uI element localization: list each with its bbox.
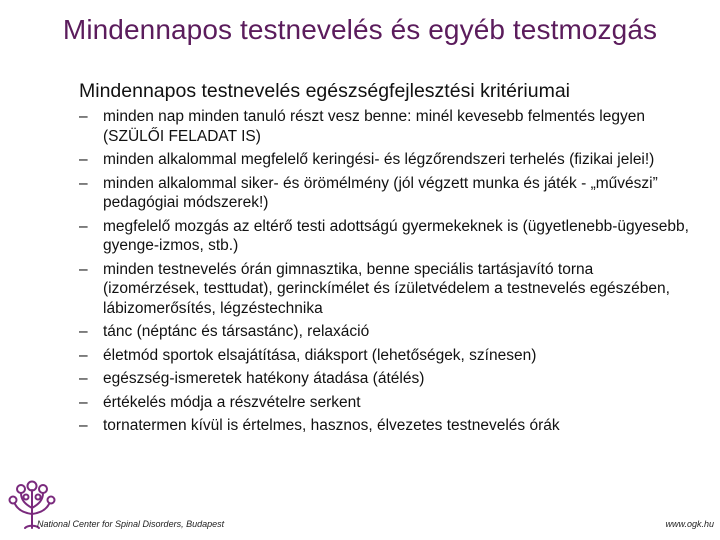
bullet-dash: – <box>79 346 88 364</box>
bullet-item <box>79 416 689 436</box>
bullet-item <box>79 107 689 146</box>
slide-title: Mindennapos testnevelés és egyéb testmozgás <box>62 14 658 45</box>
bullet-text: minden alkalommal siker- és örömélmény (jól végzett munka és játék - „művészi” pedagógiai módszerek!) <box>103 174 658 211</box>
bullet-dash: – <box>79 151 88 168</box>
bullet-item <box>79 260 689 319</box>
bullet-dash: – <box>79 174 88 192</box>
bullet-text: egészség-ismeretek hatékony átadása (átélés) <box>103 370 425 387</box>
slide-subtitle: Mindennapos testnevelés egészségfejlesztési kritériumai <box>79 80 571 102</box>
bullet-text: tornatermen kívül is értelmes, hasznos, élvezetes testnevelés órák <box>103 417 560 434</box>
bullet-item <box>79 217 689 256</box>
bullet-dash: – <box>79 393 88 411</box>
bullet-item <box>79 322 689 342</box>
bullet-text: minden nap minden tanuló részt vesz benne: minél kevesebb felmentés legyen (SZÜLŐI FELADAT IS) <box>103 108 645 145</box>
bullet-item <box>79 174 689 213</box>
bullet-item <box>79 369 689 389</box>
bullet-list <box>79 107 689 440</box>
bullet-dash: – <box>79 370 88 387</box>
bullet-item <box>79 150 689 170</box>
bullet-item <box>79 393 689 413</box>
bullet-text: életmód sportok elsajátítása, diáksport (lehetőségek, színesen) <box>103 346 537 364</box>
bullet-dash: – <box>79 417 88 434</box>
bullet-text: megfelelő mozgás az eltérő testi adottságú gyermekeknek is (ügyetlenebb-ügyesebb, gyenge-izmos, stb.) <box>103 217 689 254</box>
bullet-dash: – <box>79 323 88 340</box>
bullet-dash: – <box>79 108 88 125</box>
bullet-dash: – <box>79 217 88 235</box>
bullet-item <box>79 346 689 366</box>
bullet-text: minden testnevelés órán gimnasztika, benne speciális tartásjavító torna (izomérzések, testtudat), gerinckímélet és ízületvédelem a testnevelés egészében, lábizomerősítés, légzéstechnika <box>103 260 670 317</box>
bullet-text: minden alkalommal megfelelő keringési- és légzőrendszeri terhelés (fizikai jelei!) <box>103 151 655 168</box>
bullet-text: értékelés módja a részvételre serkent <box>103 393 361 411</box>
bullet-text: tánc (néptánc és társastánc), relaxáció <box>103 323 370 340</box>
footer-institution: National Center for Spinal Disorders, Budapest <box>37 519 225 529</box>
bullet-dash: – <box>79 260 88 278</box>
footer-url[interactable]: www.ogk.hu <box>665 519 714 529</box>
